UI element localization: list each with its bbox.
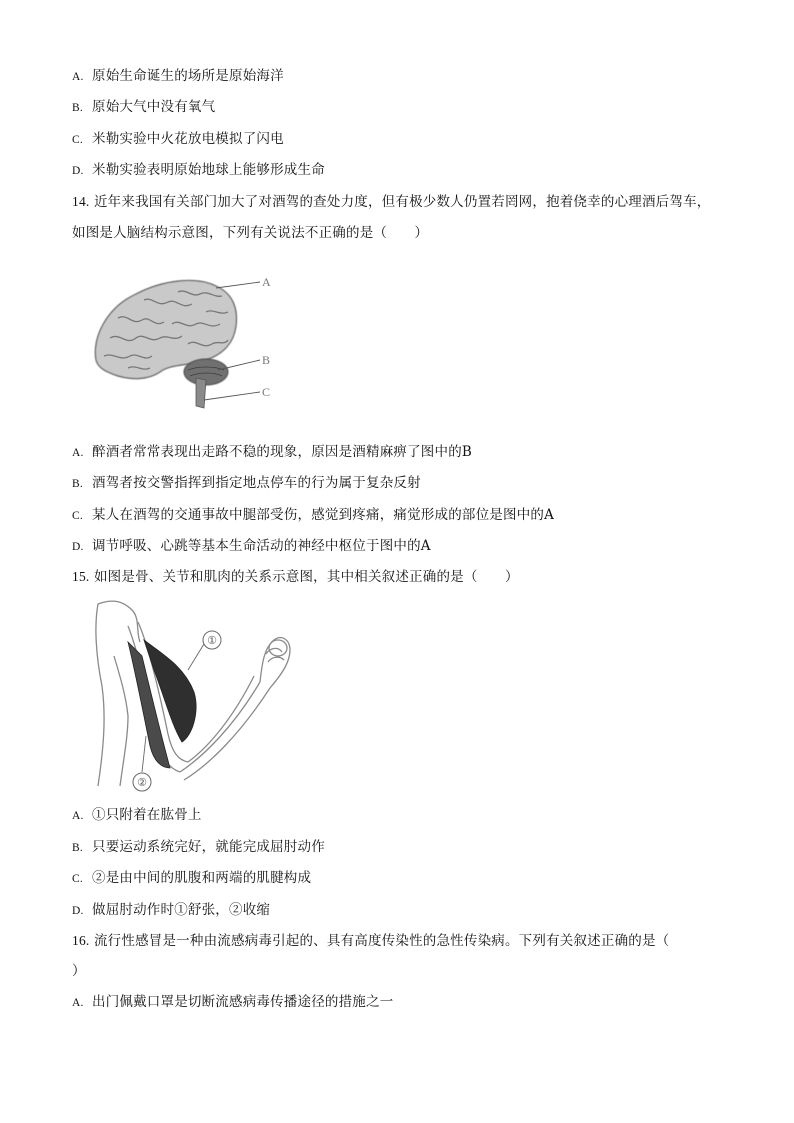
brain-label-a: A bbox=[262, 275, 271, 289]
q14-stem-line2: 如图是人脑结构示意图，下列有关说法不正确的是（ ） bbox=[72, 225, 429, 241]
q15-option-d: D. 做屈肘动作时①舒张，②收缩 bbox=[72, 902, 271, 918]
arm-label-1: ① bbox=[207, 635, 217, 647]
prev-option-b: B. 原始大气中没有氧气 bbox=[72, 99, 216, 115]
q14-option-b: B. 酒驾者按交警指挥到指定地点停车的行为属于复杂反射 bbox=[72, 475, 421, 491]
q15-option-c: C. ②是由中间的肌腹和两端的肌腱构成 bbox=[72, 870, 312, 886]
arm-figure bbox=[84, 596, 304, 796]
q16-stem-line1: 16. 流行性感冒是一种由流感病毒引起的、具有高度传染性的急性传染病。下列有关叙述正确的是（ bbox=[72, 933, 670, 949]
q14-option-a: A. 醉酒者常常表现出走路不稳的现象，原因是酒精麻痹了图中的B bbox=[72, 444, 473, 460]
q14-option-d: D. 调节呼吸、心跳等基本生命活动的神经中枢位于图中的A bbox=[72, 538, 431, 554]
prev-option-d: D. 米勒实验表明原始地球上能够形成生命 bbox=[72, 162, 325, 178]
arm-label-2: ② bbox=[137, 777, 147, 789]
q14-stem-line1: 14. 近年来我国有关部门加大了对酒驾的查处力度，但有极少数人仍置若罔网，抱着侥幸的心理酒后驾车， bbox=[72, 194, 711, 210]
prev-option-c: C. 米勒实验中火花放电模拟了闪电 bbox=[72, 131, 284, 147]
q14-option-c: C. 某人在酒驾的交通事故中腿部受伤，感觉到疼痛，痛觉形成的部位是图中的A bbox=[72, 507, 555, 523]
brain-figure bbox=[88, 268, 288, 418]
q16-option-a: A. 出门佩戴口罩是切断流感病毒传播途径的措施之一 bbox=[72, 994, 394, 1010]
brain-label-c: C bbox=[262, 385, 271, 399]
prev-option-a: A. 原始生命诞生的场所是原始海洋 bbox=[72, 68, 284, 84]
q15-option-b: B. 只要运动系统完好，就能完成屈肘动作 bbox=[72, 839, 325, 855]
brain-label-b: B bbox=[262, 353, 271, 367]
q16-stem-line2: ） bbox=[72, 963, 86, 979]
q15-option-a: A. ①只附着在肱骨上 bbox=[72, 807, 202, 823]
q15-stem-line1: 15. 如图是骨、关节和肌肉的关系示意图，其中相关叙述正确的是（ ） bbox=[72, 569, 519, 585]
